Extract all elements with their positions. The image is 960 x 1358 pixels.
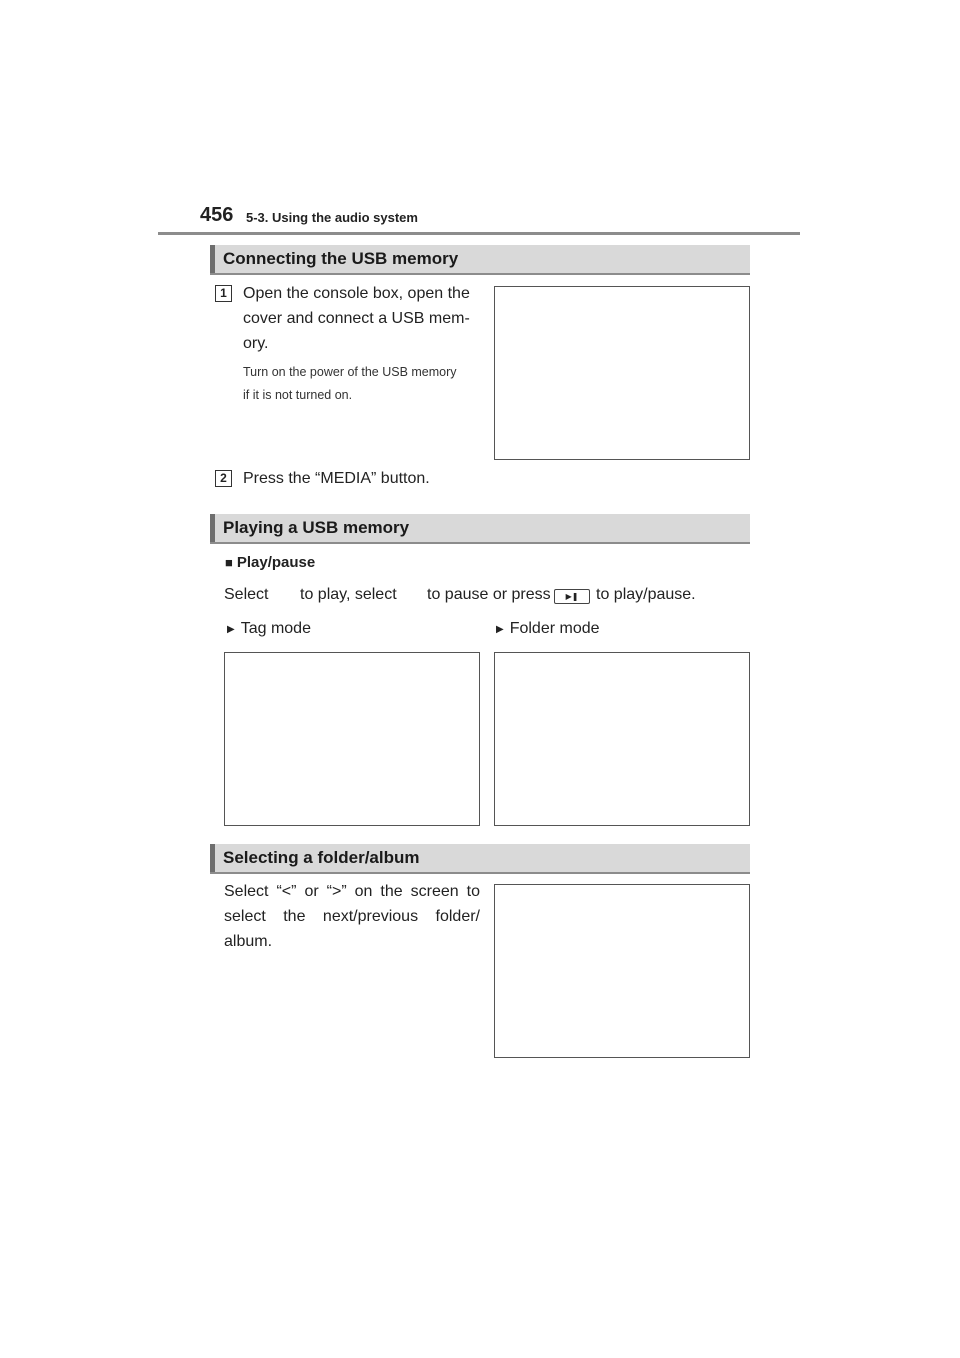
folder-select-image [494,884,750,1058]
triangle-right-icon: ▶ [227,624,235,635]
tag-mode-heading [227,616,311,642]
section-header-connecting-usb [210,245,750,275]
play-pause-instruction-4: to play/pause. [596,586,696,603]
tag-mode-image [224,652,480,826]
header-divider [158,232,800,235]
step-1-line-2: cover and connect a USB mem- [243,310,470,327]
folder-mode-image [494,652,750,826]
select-folder-line-2: select the next/previous folder/ [224,908,480,925]
tag-mode-label: Tag mode [240,620,311,637]
step-number-1: 1 [215,285,232,302]
folder-mode-heading [496,616,600,642]
section-header-bar [210,844,215,872]
step-number-2: 2 [215,470,232,487]
select-folder-text [224,879,480,954]
play-pause-instruction-1: Select [224,586,269,603]
play-pause-instruction-2: to play, select [300,586,397,603]
section-title: Connecting the USB memory [223,249,459,268]
page-number: 456 [200,204,234,226]
step-1-line-1: Open the console box, open the [243,285,470,302]
play-pause-button-icon: ▶❚ [554,589,590,604]
section-title: Selecting a folder/album [223,848,420,867]
step-1-text [243,281,483,356]
usb-connection-image [494,286,750,460]
step-1-note-line-2: if it is not turned on. [243,388,353,402]
section-title: Playing a USB memory [223,518,410,537]
triangle-right-icon: ▶ [496,624,504,635]
section-header-bar [210,245,215,273]
step-1-note-line-1: Turn on the power of the USB memory [243,365,457,379]
section-header-selecting-folder [210,844,750,874]
step-1-line-3: ory. [243,335,269,352]
chapter-title: 5-3. Using the audio system [246,210,418,225]
play-pause-subheading [225,554,315,571]
play-pause-instruction-3: to pause or press [427,586,551,603]
section-header-playing-usb [210,514,750,544]
select-folder-line-3: album. [224,933,273,950]
step-1-note [243,361,483,407]
play-pause-label: Play/pause [236,554,316,571]
select-folder-line-1: Select “<” or “>” on the screen to [224,883,480,900]
square-bullet-icon: ■ [225,555,233,570]
section-header-bar [210,514,215,542]
folder-mode-label: Folder mode [509,620,600,637]
step-2-text: Press the “MEDIA” button. [243,470,430,487]
